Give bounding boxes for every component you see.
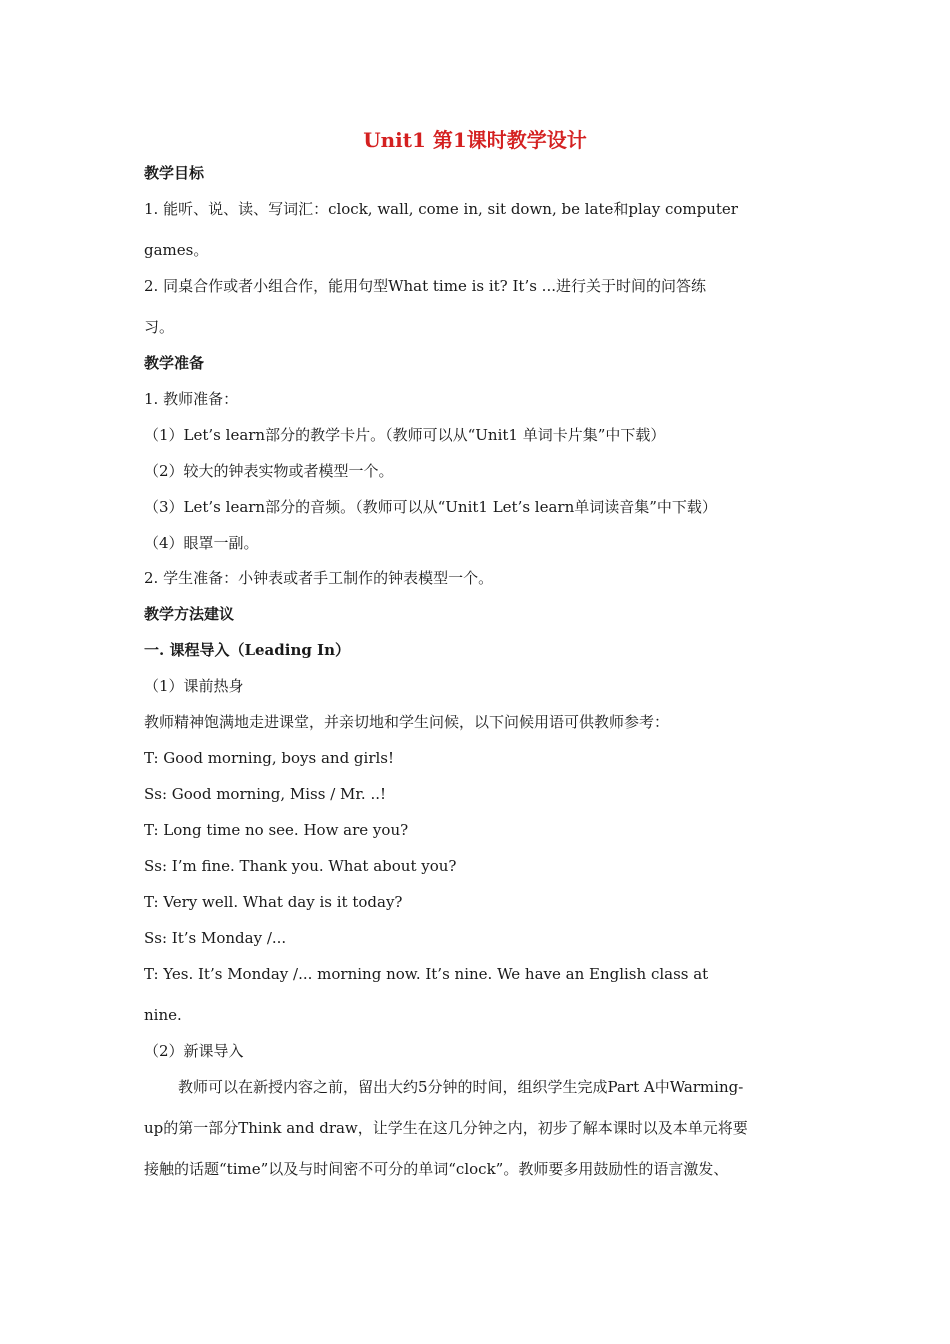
prep-item-1: （1）Let’s learn部分的教学卡片。（教师可以从“Unit1 单词卡片集”中下载） — [144, 426, 666, 444]
newlesson-heading: （2）新课导入 — [144, 1042, 244, 1060]
dialogue-line: T: Long time no see. How are you? — [144, 821, 409, 839]
prep-item-4: （4）眼罩一副。 — [144, 534, 259, 552]
prep-heading: 教学准备 — [144, 354, 205, 372]
dialogue-line: T: Yes. It’s Monday /... morning now. It’s nine. We have an English class at — [144, 965, 709, 983]
objective-1-line-2: games。 — [144, 241, 209, 259]
objective-1-line-1: 1. 能听、说、读、写词汇：clock, wall, come in, sit down, be late和play computer — [144, 200, 738, 218]
objective-2-line-1: 2. 同桌合作或者小组合作，能用句型What time is it? It’s ...进行关于时间的问答练 — [144, 277, 706, 295]
method-heading: 教学方法建议 — [144, 605, 235, 623]
paragraph-line-2: up的第一部分Think and draw，让学生在这几分钟之内，初步了解本课时以及本单元将要 — [144, 1119, 748, 1137]
dialogue-line: Ss: It’s Monday /... — [144, 929, 287, 947]
dialogue-line: Ss: I’m fine. Thank you. What about you? — [144, 857, 457, 875]
warmup-heading: （1）课前热身 — [144, 677, 244, 695]
document-title: Unit1 第1课时教学设计 — [363, 128, 587, 152]
paragraph-line-3: 接触的话题“time”以及与时间密不可分的单词“clock”。教师要多用鼓励性的语言激发、 — [144, 1160, 729, 1178]
prep-teacher: 1. 教师准备： — [144, 390, 239, 408]
prep-student: 2. 学生准备：小钟表或者手工制作的钟表模型一个。 — [144, 569, 494, 587]
warmup-intro: 教师精神饱满地走进课堂，并亲切地和学生问候，以下问候用语可供教师参考： — [144, 713, 670, 731]
prep-item-2: （2）较大的钟表实物或者模型一个。 — [144, 462, 394, 480]
part1-heading: 一. 课程导入（Leading In） — [144, 641, 350, 659]
dialogue-line: T: Good morning, boys and girls! — [144, 749, 395, 767]
objective-2-line-2: 习。 — [144, 318, 175, 336]
paragraph-line-1: 教师可以在新授内容之前，留出大约5分钟的时间，组织学生完成Part A中Warming- — [178, 1078, 744, 1096]
prep-item-3: （3）Let’s learn部分的音频。（教师可以从“Unit1 Let’s learn单词读音集”中下载） — [144, 498, 717, 516]
dialogue-line: T: Very well. What day is it today? — [144, 893, 403, 911]
objectives-heading: 教学目标 — [144, 164, 205, 182]
dialogue-line-cont: nine. — [144, 1006, 182, 1024]
dialogue-line: Ss: Good morning, Miss / Mr. ..! — [144, 785, 387, 803]
